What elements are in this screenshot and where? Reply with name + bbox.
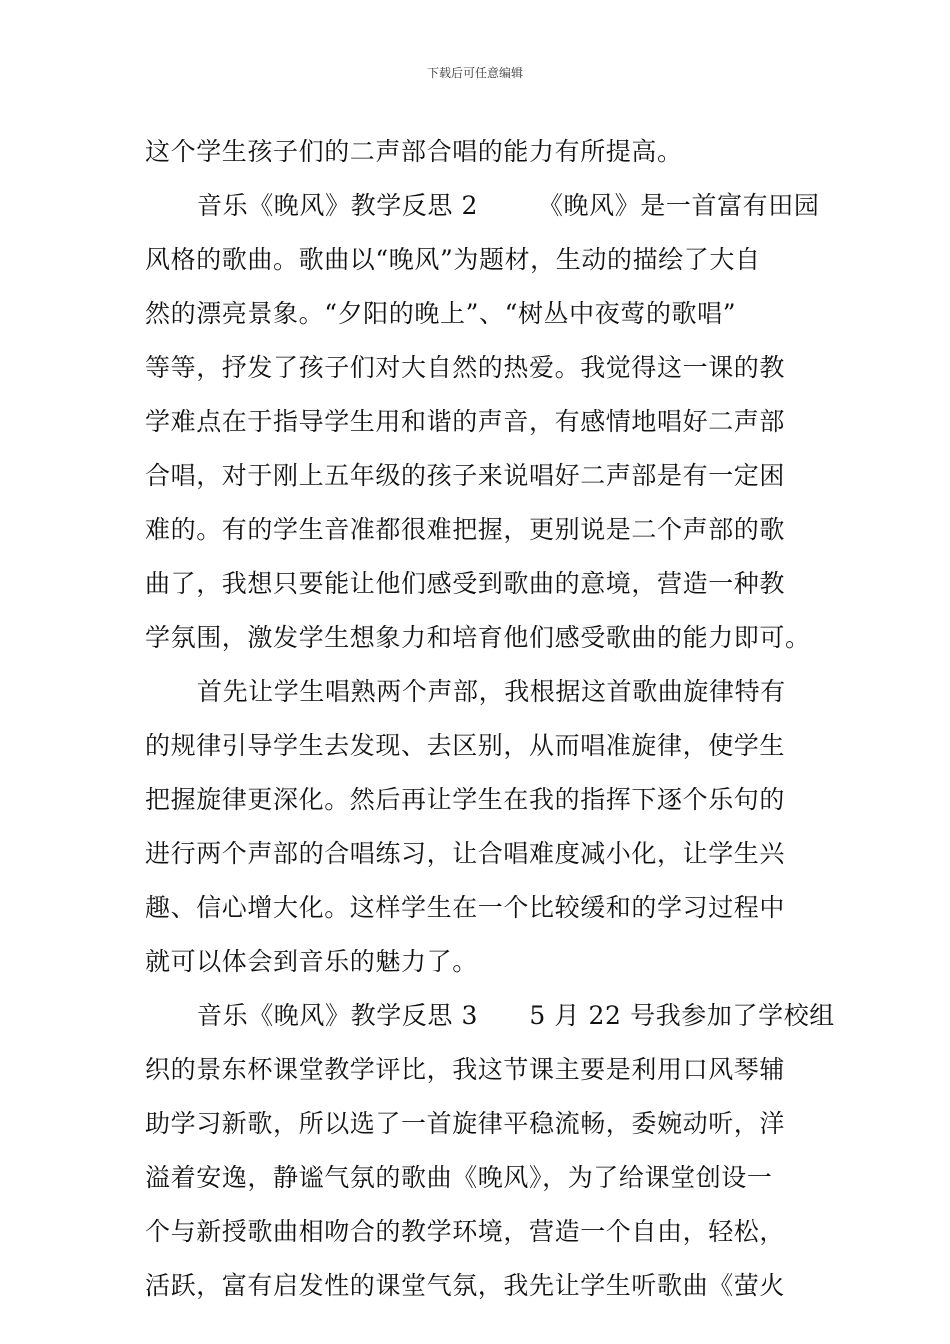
text-line: 织的景东杯课堂教学评比，我这节课主要是利用口风琴辅 (145, 1055, 786, 1084)
text-line: 风格的歌曲。歌曲以“晚风”为题材，生动的描绘了大自 (145, 245, 761, 274)
text-line: 难的。有的学生音准都很难把握，更别说是二个声部的歌 (145, 515, 786, 544)
text-line: 把握旋律更深化。然后再让学生在我的指挥下逐个乐句的 (145, 785, 786, 814)
document-body (145, 125, 835, 1313)
text-line: 就可以体会到音乐的魅力了。 (145, 947, 478, 976)
text-line: 学氛围，激发学生想象力和培育他们感受歌曲的能力即可。 (145, 623, 811, 652)
text-line: 音乐《晚风》教学反思 3 5 月 22 号我参加了学校组 (197, 1001, 835, 1030)
text-line: 这个学生孩子们的二声部合唱的能力有所提高。 (145, 137, 683, 166)
text-line: 学难点在于指导学生用和谐的声音，有感情地唱好二声部 (145, 407, 786, 436)
text-line: 曲了，我想只要能让他们感受到歌曲的意境，营造一种教 (145, 569, 786, 598)
text-line: 的规律引导学生去发现、去区别，从而唱准旋律，使学生 (145, 731, 786, 760)
text-line: 趣、信心增大化。这样学生在一个比较缓和的学习过程中 (145, 893, 786, 922)
page-header: 下载后可任意编辑 (426, 66, 523, 80)
text-line: 助学习新歌，所以选了一首旋律平稳流畅，委婉动听，洋 (145, 1109, 786, 1138)
text-line: 溢着安逸，静谧气氛的歌曲《晚风》，为了给课堂创设一 (145, 1163, 773, 1192)
text-line: 进行两个声部的合唱练习，让合唱难度减小化，让学生兴 (145, 839, 786, 868)
text-line: 合唱，对于刚上五年级的孩子来说唱好二声部是有一定困 (145, 461, 786, 490)
text-line: 音乐《晚风》教学反思 2 《晚风》是一首富有田园 (197, 191, 820, 220)
text-line: 首先让学生唱熟两个声部，我根据这首歌曲旋律特有 (197, 677, 786, 706)
text-line: 活跃，富有启发性的课堂气氛，我先让学生听歌曲《萤火 (145, 1271, 786, 1300)
text-line: 然的漂亮景象。“夕阳的晚上”、“树丛中夜莺的歌唱” (145, 299, 737, 328)
text-line: 等等，抒发了孩子们对大自然的热爱。我觉得这一课的教 (145, 353, 786, 382)
text-line: 个与新授歌曲相吻合的教学环境，营造一个自由，轻松， (145, 1217, 786, 1246)
